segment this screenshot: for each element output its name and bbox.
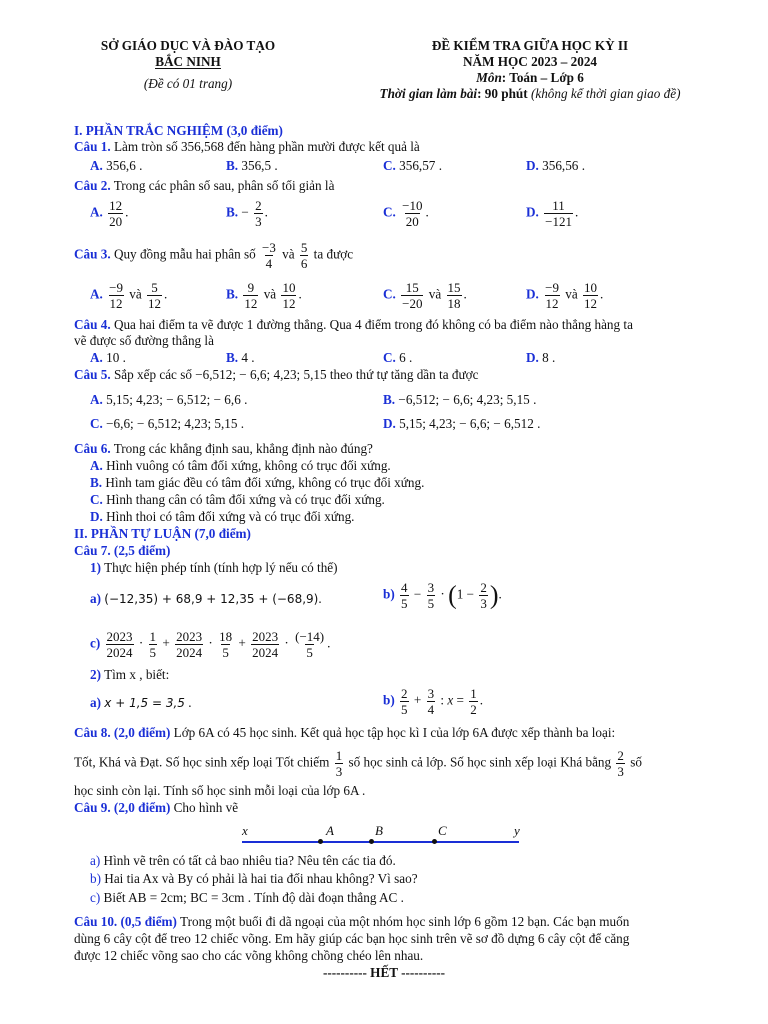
q2-b: B. − $\frac{2}{3}$ . (226, 198, 268, 229)
q1-c: C. 356,57 . (383, 158, 442, 173)
q6-a: A. Hình vuông có tâm đối xứng, không có trục đối xứng. (90, 458, 391, 473)
q6-c: C. Hình thang cân có tâm đối xứng và có trục đối xứng. (90, 492, 385, 507)
header-right (330, 38, 730, 102)
point-A (318, 839, 323, 844)
part2-title: II. PHẦN TỰ LUẬN (7,0 điểm) (74, 526, 251, 541)
q8-line1: Câu 8. (2,0 điểm) Lớp 6A có 45 học sinh. Kết quả học tập học kì I của lớp 6A được xếp thành ba loại: (74, 725, 616, 740)
q2-text: Câu 2. Trong các phân số sau, phân số tối giản là (74, 178, 335, 193)
q4-d: D. 8 . (526, 350, 556, 365)
q7-part2: 2) Tìm x , biết: (90, 667, 170, 682)
q7-label: Câu 7. (2,5 điểm) (74, 543, 171, 558)
q10-line2: dùng 6 cây cột để treo 12 chiếc võng. Em hãy giúp các bạn học sinh trên vẽ sơ đồ dựng 6 cây cột để căng (74, 931, 630, 946)
q2-d: D. $\frac{11}{-121}$ . (526, 198, 579, 229)
header-left (82, 38, 294, 92)
q9-b: b) Hai tia Ax và By có phải là hai tia đối nhau không? Vì sao? (90, 871, 418, 886)
point-B-label: B (375, 823, 383, 838)
q7-a: a) (−12,35) + 68,9 + 12,35 + (−68,9). (90, 591, 322, 606)
q2-c: C. $\frac{-10}{20}$ . (383, 198, 429, 229)
end-marker: ---------- HẾT ---------- (322, 965, 446, 980)
q7-b2: b) $\frac{2}{5}$ + $\frac{3}{4}$ : x = $\frac{1}{2}$ . (383, 686, 484, 717)
q1-text: Câu 1. Làm tròn số 356,568 đến hàng phần mười được kết quả là (74, 139, 420, 154)
q10-line3: được 12 chiếc võng sao cho các võng không chồng chéo lên nhau. (74, 948, 424, 963)
q9-c: c) Biết AB = 2cm; BC = 3cm . Tính độ dài đoạn thẳng AC . (90, 890, 404, 905)
q4-b: B. 4 . (226, 350, 255, 365)
q8-line2: Tốt, Khá và Đạt. Số học sinh xếp loại Tốt chiếm $\frac{1}{3}$ số học sinh cả lớp. Số học sinh xếp loại Khá bằng $\frac{2}{3}$ số (74, 748, 642, 779)
q1-a: A. 356,6 . (90, 158, 143, 173)
q3-text: Câu 3. Quy đồng mẫu hai phân số $\frac{-3}{4}$ và $\frac{5}{6}$ ta được (74, 240, 354, 271)
q6-d: D. Hình thoi có tâm đối xứng và có trục đối xứng. (90, 509, 355, 524)
q3-a: A. $\frac{-9}{12}$ và $\frac{5}{12}$ . (90, 280, 168, 311)
q2-a: A. $\frac{12}{20}$ . (90, 198, 129, 229)
q5-c: C. −6,6; − 6,512; 4,23; 5,15 . (90, 416, 245, 431)
part1-title: I. PHẦN TRẮC NGHIỆM (3,0 điểm) (74, 123, 283, 138)
subject-value: : Toán – Lớp 6 (501, 70, 584, 85)
q4-c: C. 6 . (383, 350, 413, 365)
q7-c: c) $\frac{2023}{2024}$ · $\frac{1}{5}$ + $\frac{2023}{2024}$ · $\frac{18}{5}$ + $\frac{2023}{2024}$ · $\frac{(-14)}{5}$ . (90, 629, 331, 660)
time-value: : 90 phút (477, 86, 528, 101)
q10-line1: Câu 10. (0,5 điểm) Trong một buổi đi dã ngoại của một nhóm học sinh lớp 6 gồm 12 bạn. Các bạn muốn (74, 914, 630, 929)
point-B (369, 839, 374, 844)
q5-text: Câu 5. Sắp xếp các số −6,512; − 6,6; 4,23; 5,15 theo thứ tự tăng dần ta được (74, 367, 479, 382)
page-count-note: (Đề có 01 trang) (143, 76, 233, 91)
q7-part1: 1) Thực hiện phép tính (tính hợp lý nếu có thể) (90, 560, 338, 575)
q5-b: B. −6,512; − 6,6; 4,23; 5,15 . (383, 392, 537, 407)
q1-b: B. 356,5 . (226, 158, 278, 173)
q6-b: B. Hình tam giác đều có tâm đối xứng, không có trục đối xứng. (90, 475, 425, 490)
q9-a: a) Hình vẽ trên có tất cả bao nhiêu tia? Nêu tên các tia đó. (90, 853, 396, 868)
point-y-label: y (514, 823, 520, 838)
q4-text-line2: vẽ được số đường thẳng là (74, 333, 214, 348)
point-C (432, 839, 437, 844)
point-A-label: A (326, 823, 334, 838)
point-x-label: x (242, 823, 248, 838)
time-label: Thời gian làm bài (379, 86, 478, 101)
q4-a: A. 10 . (90, 350, 126, 365)
line-xy (242, 841, 519, 843)
q1-d: D. 356,56 . (526, 158, 585, 173)
q5-a: A. 5,15; 4,23; − 6,512; − 6,6 . (90, 392, 248, 407)
q7-b: b) $\frac{4}{5}$ − $\frac{3}{5}$ · (1 − $\frac{2}{3}$ ). (383, 580, 502, 611)
q5-d: D. 5,15; 4,23; − 6,6; − 6,512 . (383, 416, 541, 431)
q4-text-line1: Câu 4. Qua hai điểm ta vẽ được 1 đường thẳng. Qua 4 điểm trong đó không có ba điểm nào thẳng hàng ta (74, 317, 633, 332)
q7-a2: a) x + 1,5 = 3,5 . (90, 695, 192, 710)
exam-title: ĐỀ KIỂM TRA GIỮA HỌC KỲ II (431, 38, 629, 53)
q3-c: C. $\frac{15}{-20}$ và $\frac{15}{18}$ . (383, 280, 467, 311)
time-note: (không kể thời gian giao đề) (530, 86, 681, 101)
school-year: NĂM HỌC 2023 – 2024 (462, 54, 598, 69)
q9-text: Câu 9. (2,0 điểm) Cho hình vẽ (74, 800, 239, 815)
q6-text: Câu 6. Trong các khẳng định sau, khẳng định nào đúng? (74, 441, 373, 456)
dept-name: SỞ GIÁO DỤC VÀ ĐÀO TẠO (100, 38, 276, 53)
q3-d: D. $\frac{-9}{12}$ và $\frac{10}{12}$ . (526, 280, 604, 311)
subject-label: Môn (476, 70, 502, 85)
province-name: BẮC NINH (155, 54, 221, 69)
q3-b: B. $\frac{9}{12}$ và $\frac{10}{12}$ . (226, 280, 302, 311)
point-C-label: C (438, 823, 447, 838)
q8-line3: học sinh còn lại. Tính số học sinh mỗi loại của lớp 6A . (74, 783, 366, 798)
